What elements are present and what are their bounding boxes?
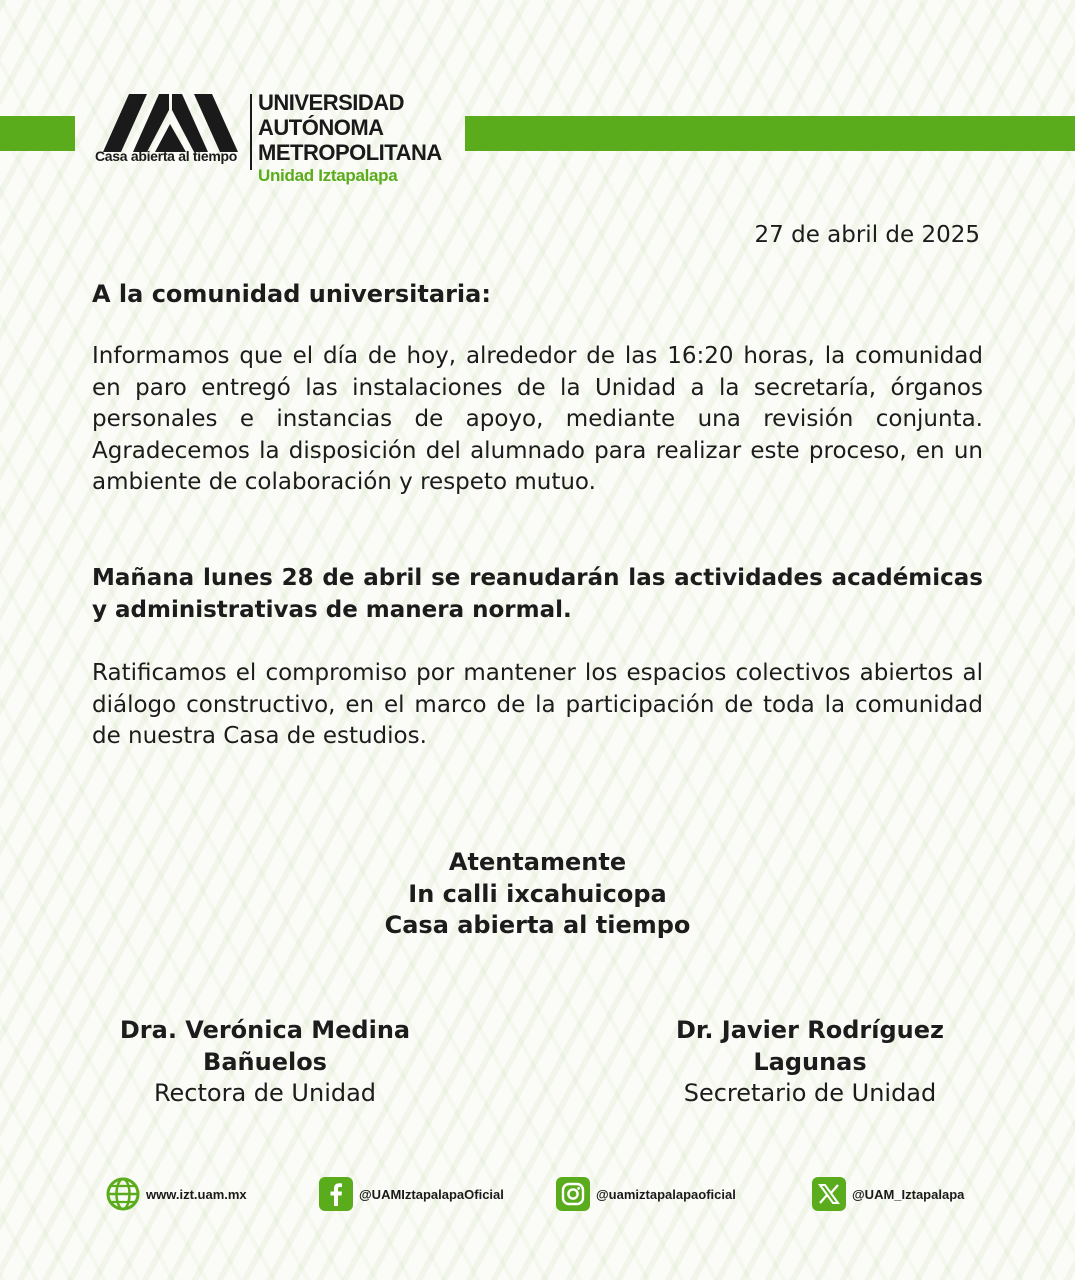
closing-line: Casa abierta al tiempo [384,911,691,939]
university-name-line: UNIVERSIDAD [258,90,405,115]
signatory-name: Dr. Javier Rodríguez [676,1016,944,1044]
closing-line: In calli ixcahuicopa [408,879,667,908]
x-link[interactable] [812,1176,964,1212]
signatory-rector [85,1015,445,1110]
facebook-label: @UAMIztapalapaOficial [359,1186,504,1202]
paragraph-1: Informamos que el día de hoy, alrededor de las 16:20 horas, la comunidad en paro entregó las instalaciones de la Unidad a la secretaría, órganos personales e instancias de apoyo, mediante una revisión conjunta. Agradecemos la disposición del alumnado para realizar este proceso, en un ambiente de colaboración y respeto mutuo. [92,343,983,496]
logo-separator [250,94,252,170]
website-label: www.izt.uam.mx [146,1186,247,1202]
signatory-secretary [630,1015,990,1110]
closing-block [0,847,1075,942]
signatory-title: Secretario de Unidad [683,1079,937,1107]
university-name [258,90,442,187]
signatory-title: Rectora de Unidad [153,1079,377,1107]
closing-line: Atentamente [448,848,627,876]
header-band-right [465,116,1075,151]
university-name-line: METROPOLITANA [258,140,442,165]
unit-name: Unidad Iztapalapa [258,166,398,185]
instagram-label: @uamiztapalapaoficial [596,1186,736,1202]
logo-tagline: Casa abierta al tiempo [95,148,238,164]
facebook-link[interactable] [319,1176,504,1212]
x-icon [812,1177,846,1211]
paragraph-3: Ratificamos el compromiso por mantener los espacios colectivos abiertos al diálogo constructivo, en el marco de la participación de toda la comunidad de nuestra Casa de estudios. [92,660,983,750]
letter-date: 27 de abril de 2025 [754,222,980,248]
website-link[interactable] [106,1176,247,1212]
uam-logo [95,90,440,195]
globe-icon [106,1177,140,1211]
x-label: @UAM_Iztapalapa [852,1186,965,1202]
salutation: A la comunidad universitaria: [92,280,491,308]
signatory-name: Dra. Verónica Medina [119,1016,411,1044]
footer-contacts [0,1176,1075,1212]
facebook-icon [319,1177,353,1211]
instagram-link[interactable] [556,1176,736,1212]
signatory-name: Lagunas [753,1047,867,1076]
header-band-left [0,116,75,151]
signatory-name: Bañuelos [203,1047,327,1076]
paragraph-2: Mañana lunes 28 de abril se reanudarán las actividades académicas y administrativas de manera normal. [92,565,983,623]
university-name-line: AUTÓNOMA [258,115,384,140]
uam-emblem-icon [103,94,238,152]
instagram-icon [556,1177,590,1211]
